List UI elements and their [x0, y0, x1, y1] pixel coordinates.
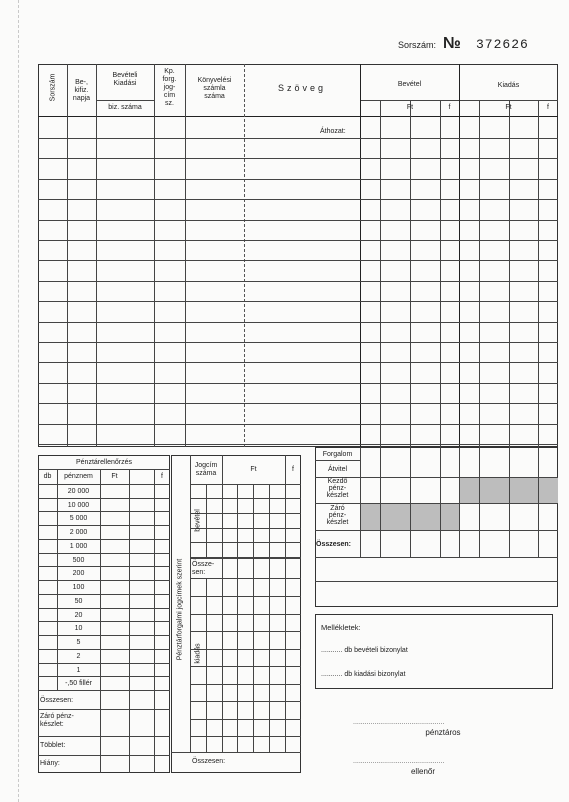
table-row-line — [38, 179, 558, 180]
denomination-row-line — [38, 663, 170, 664]
jogcim-row-line — [190, 542, 301, 543]
jogcim-row-line — [190, 736, 301, 737]
header-bev-f: f — [448, 104, 451, 111]
signature-line-auditor: ............................................... — [353, 758, 445, 765]
header-kp: Kp. forg. jog- cím sz. — [162, 68, 177, 107]
denomination-row-line — [38, 608, 170, 609]
denomination-row-line — [38, 594, 170, 595]
header-bekifiz: Be-, kifiz. napja — [72, 79, 91, 102]
denomination-value: 20 — [74, 612, 83, 619]
zaro-label: Záró pénz- készlet — [326, 505, 349, 526]
perforation-line — [18, 0, 20, 802]
denomination-value: 20 000 — [67, 488, 90, 495]
athozat-label: Áthozat: — [320, 128, 346, 135]
denomination-value: 500 — [72, 557, 85, 564]
jogcim-row-line — [190, 498, 301, 499]
denomination-value: -,50 fillér — [65, 680, 92, 687]
table-row-line — [38, 260, 558, 261]
kezdo-label: Kezdő pénz- készlet — [326, 478, 349, 499]
serial-label: Sorszám: — [398, 40, 437, 50]
denomination-row-line — [38, 649, 170, 650]
table-row-line — [38, 362, 558, 363]
jogcim-row-line — [190, 719, 301, 720]
jogcim-row-line — [190, 701, 301, 702]
jogcim-header: Jogcím száma — [194, 462, 218, 477]
table-row-line — [38, 322, 558, 323]
jogcim-bevetel-label: bevétel — [194, 509, 202, 532]
cash-check-col-db: db — [43, 473, 52, 480]
table-row-line — [38, 403, 558, 404]
header-szoveg: Szöveg — [277, 83, 327, 93]
denomination-value: 2 000 — [69, 529, 88, 536]
denomination-row-line — [38, 498, 170, 499]
jogcim-row-line — [190, 596, 301, 597]
table-row-line — [38, 199, 558, 200]
jogcim-kiadas-label: kiadás — [194, 643, 202, 664]
table-row-line — [38, 281, 558, 282]
header-kiad-ft: Ft — [505, 104, 512, 111]
table-row-line — [38, 301, 558, 302]
jogcim-row-line — [190, 614, 301, 615]
denomination-row-line — [38, 553, 170, 554]
header-sorszam: Sorszám — [49, 73, 57, 102]
cash-check-col-ft: Ft — [111, 473, 118, 480]
denomination-value: 5 — [76, 639, 81, 646]
table-row-line — [38, 220, 558, 221]
table-row-line — [38, 240, 558, 241]
jogcim-side-label: Pénztárforgalmi jogcímek szerint — [176, 558, 184, 661]
denomination-row-line — [38, 580, 170, 581]
header-biz-szama: biz. száma — [108, 104, 142, 111]
denomination-value: 200 — [72, 570, 85, 577]
jogcim-row-line — [190, 666, 301, 667]
jogcim-row-line — [190, 528, 301, 529]
header-bevetel: Bevétel — [397, 81, 422, 88]
table-row-line — [38, 444, 558, 445]
denomination-row-line — [38, 566, 170, 567]
jogcim-col-ft: Ft — [250, 466, 257, 473]
denomination-value: 1 000 — [69, 543, 88, 550]
cash-check-osszesen: Összesen: — [40, 697, 74, 704]
table-row-line — [38, 424, 558, 425]
jogcim-osszesen: Összesen: — [192, 758, 226, 765]
serial-number: 372626 — [476, 37, 529, 52]
cash-check-hiany: Hiány: — [40, 760, 60, 767]
jogcim-row-line — [190, 631, 301, 632]
denomination-row-line — [38, 525, 170, 526]
denomination-value: 5 000 — [69, 515, 88, 522]
denomination-value: 2 — [76, 653, 81, 660]
jogcim-row-line — [190, 557, 301, 558]
cash-check-tobblet: Többlet: — [40, 742, 66, 749]
denomination-value: 50 — [74, 598, 83, 605]
jogcim-row-line — [190, 649, 301, 650]
header-kiadas: Kiadás — [497, 82, 520, 89]
header-konyvelesi: Könyvelési számla száma — [197, 77, 232, 100]
signature-ellenor: ellenőr — [410, 767, 435, 776]
denomination-value: 10 000 — [67, 502, 90, 509]
cash-check-title: Pénztárellenőrzés — [75, 459, 133, 466]
header-bev-ft: Ft — [406, 104, 414, 111]
denomination-value: 1 — [76, 667, 81, 674]
denomination-row-line — [38, 621, 170, 622]
denomination-row-line — [38, 539, 170, 540]
attachments-line-bevételi: ........... db bevételi bizonylat — [321, 647, 408, 654]
header-bevkiad: Bevételi Kiadási — [112, 72, 138, 87]
header-kiad-f: f — [547, 104, 549, 111]
jogcim-row-line — [190, 513, 301, 514]
signature-penztaros: pénztáros — [425, 728, 461, 737]
jogcim-row-line — [190, 684, 301, 685]
denomination-row-line — [38, 511, 170, 512]
denomination-row-line — [38, 635, 170, 636]
jogcim-col-f: f — [292, 466, 294, 473]
denomination-value: 100 — [72, 584, 85, 591]
attachments-title: Mellékletek: — [321, 623, 361, 632]
table-row-line — [38, 342, 558, 343]
cash-check-col-f: f — [161, 473, 163, 480]
denomination-value: 10 — [74, 625, 83, 632]
cash-check-col-penznem: pénznem — [64, 473, 93, 480]
forgalom-label: Forgalom — [322, 451, 353, 458]
cash-check-zaro: Záró pénz- készlet: — [40, 713, 74, 728]
jogcim-osszesen-mid: Össze- sen: — [192, 561, 215, 576]
table-row-line — [38, 138, 558, 139]
table-row-line — [38, 383, 558, 384]
summary-osszesen-label: Összesen: — [316, 541, 352, 548]
signature-line-cashier: ............................................... — [353, 719, 445, 726]
denomination-row-line — [38, 676, 170, 677]
attachments-line-kiadasi: ........... db kiadási bizonylat — [321, 671, 406, 678]
atvitel-label: Átvitel — [327, 466, 348, 473]
serial-symbol: № — [443, 35, 461, 52]
table-row-line — [38, 158, 558, 159]
